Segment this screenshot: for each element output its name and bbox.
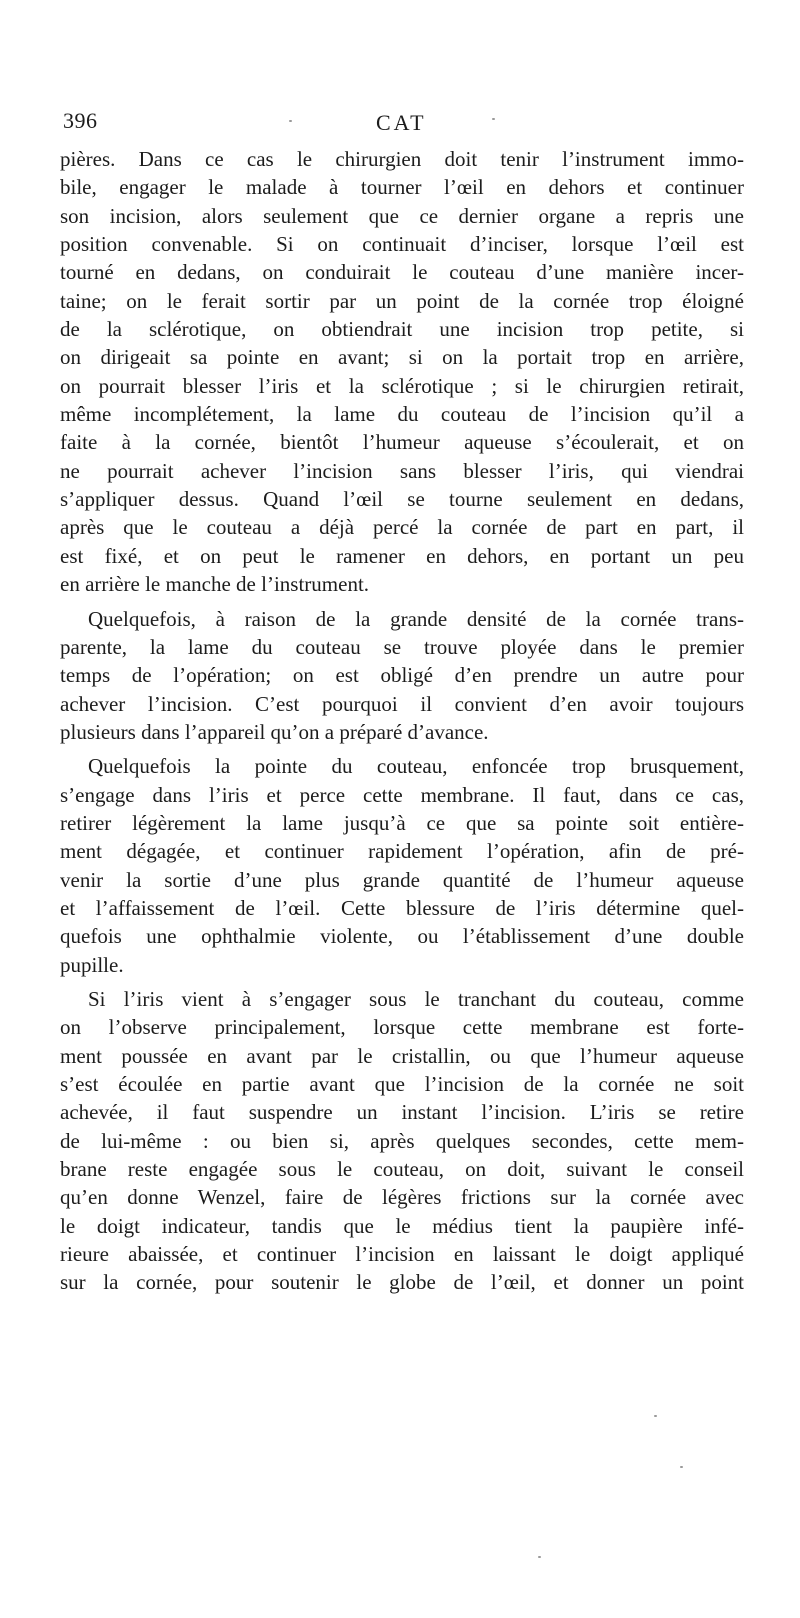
text-line: quefois une ophthalmie violente, ou l’établissement d’une double [60, 924, 744, 949]
text-line: qu’en donne Wenzel, faire de légères frictions sur la cornée avec [60, 1185, 744, 1210]
text-line: brane reste engagée sous le couteau, on doit, suivant le conseil [60, 1157, 744, 1182]
print-speck [289, 120, 292, 122]
text-line: de lui-même : ou bien si, après quelques secondes, cette mem- [60, 1128, 744, 1153]
text-line: achevée, il faut suspendre un instant l’incision. L’iris se retire [60, 1100, 744, 1125]
print-speck [654, 1415, 657, 1417]
text-line: en arrière le manche de l’instrument. [60, 572, 370, 597]
text-line: position convenable. Si on continuait d’inciser, lorsque l’œil est [60, 232, 744, 257]
text-line: après que le couteau a déjà percé la cornée de part en part, il [60, 515, 744, 540]
text-line: ment poussée en avant par le cristallin, ou que l’humeur aqueuse [60, 1043, 744, 1068]
text-line: pupille. [60, 952, 124, 977]
text-line: son incision, alors seulement que ce dernier organe a repris une [60, 203, 744, 228]
paragraph [60, 985, 744, 1297]
text-line: achever l’incision. C’est pourquoi il convient d’en avoir toujours [60, 691, 744, 716]
text-line: s’appliquer dessus. Quand l’œil se tourne seulement en dedans, [60, 487, 744, 512]
text-line: sur la cornée, pour soutenir le globe de l’œil, et donner un point [60, 1270, 744, 1295]
text-line: bile, engager le malade à tourner l’œil en dehors et continuer [60, 175, 744, 200]
text-line: parente, la lame du couteau se trouve ployée dans le premier [60, 634, 744, 659]
text-line: tourné en dedans, on conduirait le couteau d’une manière incer- [60, 260, 744, 285]
text-line: taine; on le ferait sortir par un point de la cornée trop éloigné [60, 288, 744, 313]
paragraph [60, 752, 744, 979]
text-line: Quelquefois la pointe du couteau, enfoncée trop brusquement, [88, 754, 744, 779]
print-speck [492, 118, 495, 120]
text-line: et l’affaissement de l’œil. Cette blessure de l’iris détermine quel- [60, 895, 744, 920]
text-line: temps de l’opération; on est obligé d’en prendre un autre pour [60, 663, 744, 688]
page-number: 396 [63, 108, 98, 133]
text-line: Si l’iris vient à s’engager sous le tranchant du couteau, comme [88, 986, 744, 1011]
text-line: ne pourrait achever l’incision sans blesser l’iris, qui viendrai [60, 458, 744, 483]
text-line: s’est écoulée en partie avant que l’incision de la cornée ne soit [60, 1072, 744, 1096]
text-line: est fixé, et on peut le ramener en dehors, en portant un peu [60, 543, 744, 568]
text-line: plusieurs dans l’appareil qu’on a préparé d’avance. [60, 719, 489, 744]
text-line: venir la sortie d’une plus grande quantité de l’humeur aqueuse [60, 867, 744, 892]
print-speck [680, 1466, 683, 1468]
text-line: de la sclérotique, on obtiendrait une incision trop petite, si [60, 317, 744, 342]
text-line: même incomplétement, la lame du couteau de l’incision qu’il a [60, 402, 744, 427]
paragraph [60, 605, 744, 747]
text-line: retirer légèrement la lame jusqu’à ce que sa pointe soit entière- [60, 810, 744, 835]
text-line: on l’observe principalement, lorsque cette membrane est forte- [60, 1015, 744, 1040]
text-line: Quelquefois, à raison de la grande densité de la cornée trans- [88, 606, 744, 631]
body-text [60, 145, 744, 1297]
text-line: faite à la cornée, bientôt l’humeur aqueuse s’écoulerait, et on [60, 430, 744, 455]
text-line: on dirigeait sa pointe en avant; si on la portait trop en arrière, [60, 345, 744, 370]
text-line: s’engage dans l’iris et perce cette membrane. Il faut, dans ce cas, [60, 782, 744, 807]
text-line: rieure abaissée, et continuer l’incision en laissant le doigt appliqué [60, 1242, 744, 1267]
text-line: le doigt indicateur, tandis que le médius tient la paupière infé- [60, 1213, 744, 1238]
paragraph [60, 145, 744, 599]
text-line: on pourrait blesser l’iris et la sclérotique ; si le chirurgien retirait, [60, 373, 744, 398]
print-speck [538, 1556, 541, 1558]
text-line: ment dégagée, et continuer rapidement l’opération, afin de pré- [60, 839, 744, 864]
page-header [63, 108, 745, 144]
text-line: pières. Dans ce cas le chirurgien doit tenir l’instrument immo- [60, 147, 744, 171]
running-head: CAT [376, 110, 427, 135]
